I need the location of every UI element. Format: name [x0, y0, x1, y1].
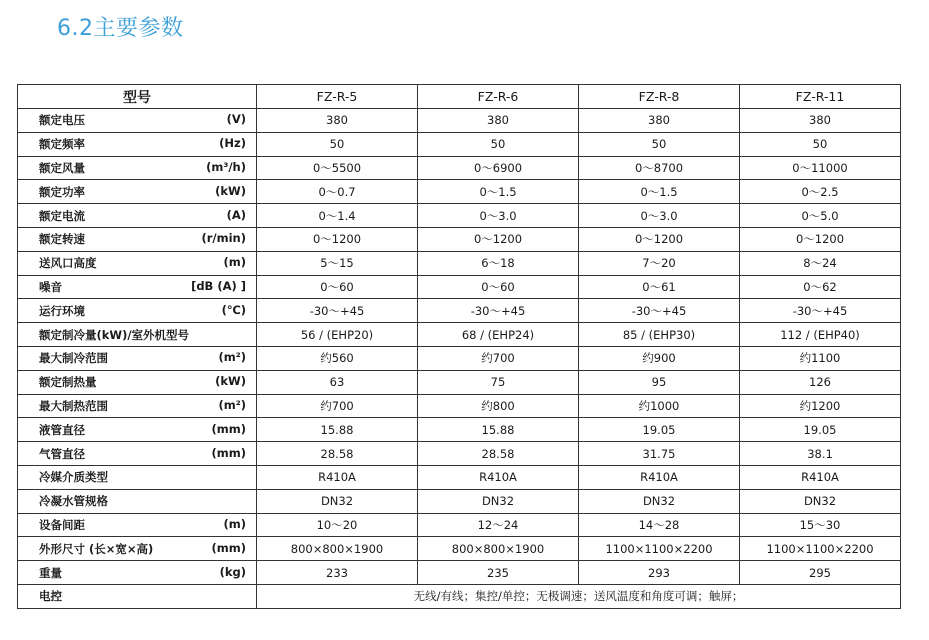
value-cell: 0～5.0: [740, 204, 901, 228]
value-cell: -30～+45: [257, 299, 418, 323]
section-title: 6.2主要参数: [57, 16, 184, 41]
value-cell: 380: [579, 109, 740, 133]
parameter-cell: [18, 418, 257, 442]
value-cell: 约800: [418, 394, 579, 418]
parameter-unit: (m²): [218, 397, 246, 412]
parameter-label: 冷媒介质类型: [39, 470, 108, 485]
value-cell: 800×800×1900: [418, 537, 579, 561]
parameter-cell: [18, 561, 257, 585]
value-cell: 7～20: [579, 251, 740, 275]
table-row: [18, 156, 901, 180]
table-row: [18, 204, 901, 228]
table-row: [18, 251, 901, 275]
parameter-label: 额定风量: [39, 160, 85, 175]
parameter-label: 重量: [39, 565, 62, 580]
control-label: 电控: [39, 589, 62, 604]
value-cell: 800×800×1900: [257, 537, 418, 561]
table-row: [18, 465, 901, 489]
parameter-cell: [18, 465, 257, 489]
value-cell: 0～2.5: [740, 180, 901, 204]
table-row: [18, 323, 901, 347]
value-cell: DN32: [740, 489, 901, 513]
table-row: [18, 537, 901, 561]
value-cell: 0～1200: [257, 227, 418, 251]
value-cell: 1100×1100×2200: [579, 537, 740, 561]
value-cell: 19.05: [579, 418, 740, 442]
parameter-cell: [18, 109, 257, 133]
value-cell: 0～1.5: [579, 180, 740, 204]
value-cell: 50: [740, 132, 901, 156]
value-cell: -30～+45: [418, 299, 579, 323]
parameter-unit: (V): [226, 112, 246, 127]
value-cell: 0～62: [740, 275, 901, 299]
value-cell: 约1100: [740, 346, 901, 370]
value-cell: 约1200: [740, 394, 901, 418]
parameter-cell: [18, 346, 257, 370]
table-row: [18, 227, 901, 251]
parameter-label: 送风口高度: [39, 256, 97, 271]
value-cell: 0～3.0: [418, 204, 579, 228]
value-cell: 126: [740, 370, 901, 394]
value-cell: 0～60: [418, 275, 579, 299]
spec-table: [17, 84, 901, 609]
table-row: [18, 394, 901, 418]
parameter-unit: [dB (A) ]: [191, 278, 246, 293]
table-row: [18, 418, 901, 442]
value-cell: R410A: [740, 465, 901, 489]
parameter-cell: [18, 251, 257, 275]
control-label-cell: [18, 584, 257, 608]
value-cell: 约1000: [579, 394, 740, 418]
table-row: [18, 561, 901, 585]
value-cell: R410A: [579, 465, 740, 489]
parameter-unit: (mm): [211, 421, 246, 436]
value-cell: 380: [418, 109, 579, 133]
parameter-label: 额定频率: [39, 137, 85, 152]
value-cell: 63: [257, 370, 418, 394]
value-cell: -30～+45: [740, 299, 901, 323]
value-cell: 95: [579, 370, 740, 394]
value-cell: 10～20: [257, 513, 418, 537]
value-cell: 0～1.5: [418, 180, 579, 204]
value-cell: 5～15: [257, 251, 418, 275]
parameter-unit: (kW): [215, 183, 246, 198]
value-cell: 0～6900: [418, 156, 579, 180]
value-cell: 235: [418, 561, 579, 585]
value-cell: 15.88: [418, 418, 579, 442]
value-cell: 14～28: [579, 513, 740, 537]
parameter-unit: (℃): [221, 302, 246, 317]
model-header: FZ-R-5: [257, 85, 418, 109]
parameter-unit: (Hz): [219, 136, 246, 151]
spec-body: [18, 109, 901, 585]
parameter-label: 最大制冷范围: [39, 351, 108, 366]
value-cell: -30～+45: [579, 299, 740, 323]
parameter-unit: (kW): [215, 374, 246, 389]
value-cell: 1100×1100×2200: [740, 537, 901, 561]
table-row: [18, 132, 901, 156]
value-cell: 0～5500: [257, 156, 418, 180]
parameter-cell: [18, 275, 257, 299]
parameter-label: 额定电流: [39, 208, 85, 223]
model-header: FZ-R-11: [740, 85, 901, 109]
table-row: [18, 346, 901, 370]
value-cell: 85 / (EHP30): [579, 323, 740, 347]
parameter-unit: (mm): [211, 540, 246, 555]
value-cell: 295: [740, 561, 901, 585]
parameter-label: 设备间距: [39, 517, 85, 532]
parameter-cell: [18, 227, 257, 251]
parameter-cell: [18, 204, 257, 228]
parameter-label: 气管直径: [39, 446, 85, 461]
parameter-cell: [18, 489, 257, 513]
table-row: [18, 109, 901, 133]
value-cell: 15～30: [740, 513, 901, 537]
value-cell: 0～60: [257, 275, 418, 299]
value-cell: 约560: [257, 346, 418, 370]
value-cell: 6～18: [418, 251, 579, 275]
parameter-label: 运行环境: [39, 303, 85, 318]
value-cell: 0～11000: [740, 156, 901, 180]
value-cell: 293: [579, 561, 740, 585]
header-label: 型号: [18, 85, 257, 109]
parameter-unit: (m): [223, 255, 246, 270]
value-cell: 15.88: [257, 418, 418, 442]
value-cell: 56 / (EHP20): [257, 323, 418, 347]
value-cell: 约900: [579, 346, 740, 370]
parameter-unit: (m): [223, 516, 246, 531]
value-cell: 50: [579, 132, 740, 156]
parameter-label: 额定转速: [39, 232, 85, 247]
value-cell: 0～1200: [418, 227, 579, 251]
table-row: [18, 180, 901, 204]
parameter-label: 液管直径: [39, 422, 85, 437]
parameter-cell: [18, 299, 257, 323]
parameter-label: 冷凝水管规格: [39, 494, 108, 509]
value-cell: 28.58: [257, 442, 418, 466]
parameter-unit: (kg): [219, 564, 246, 579]
value-cell: 0～3.0: [579, 204, 740, 228]
parameter-cell: [18, 132, 257, 156]
value-cell: 0～0.7: [257, 180, 418, 204]
table-row: [18, 370, 901, 394]
value-cell: 233: [257, 561, 418, 585]
value-cell: 0～1200: [579, 227, 740, 251]
parameter-unit: (A): [226, 207, 246, 222]
parameter-label: 噪音: [39, 279, 62, 294]
value-cell: 约700: [257, 394, 418, 418]
value-cell: 0～1200: [740, 227, 901, 251]
parameter-cell: [18, 370, 257, 394]
value-cell: 50: [257, 132, 418, 156]
parameter-cell: [18, 537, 257, 561]
table-row: [18, 489, 901, 513]
value-cell: 12～24: [418, 513, 579, 537]
value-cell: 380: [257, 109, 418, 133]
table-row: [18, 513, 901, 537]
value-cell: DN32: [418, 489, 579, 513]
value-cell: DN32: [257, 489, 418, 513]
parameter-unit: (m³/h): [206, 159, 246, 174]
control-row: [18, 584, 901, 608]
parameter-label: 额定电压: [39, 113, 85, 128]
model-header: FZ-R-6: [418, 85, 579, 109]
table-row: [18, 275, 901, 299]
value-cell: 380: [740, 109, 901, 133]
value-cell: R410A: [418, 465, 579, 489]
parameter-unit: (m²): [218, 350, 246, 365]
parameter-cell: [18, 156, 257, 180]
value-cell: 8～24: [740, 251, 901, 275]
value-cell: 38.1: [740, 442, 901, 466]
value-cell: 19.05: [740, 418, 901, 442]
parameter-unit: (mm): [211, 445, 246, 460]
parameter-cell: [18, 513, 257, 537]
value-cell: 28.58: [418, 442, 579, 466]
value-cell: 31.75: [579, 442, 740, 466]
parameter-unit: (r/min): [201, 231, 246, 246]
parameter-label: 外形尺寸 (长×宽×高): [39, 541, 154, 556]
value-cell: 0～61: [579, 275, 740, 299]
value-cell: 0～1.4: [257, 204, 418, 228]
parameter-cell: [18, 442, 257, 466]
value-cell: 约700: [418, 346, 579, 370]
table-row: [18, 299, 901, 323]
value-cell: 112 / (EHP40): [740, 323, 901, 347]
parameter-cell: [18, 394, 257, 418]
parameter-label: 额定制冷量(kW)/室外机型号: [39, 327, 190, 342]
header-row: [18, 85, 901, 109]
value-cell: DN32: [579, 489, 740, 513]
value-cell: R410A: [257, 465, 418, 489]
value-cell: 75: [418, 370, 579, 394]
value-cell: 0～8700: [579, 156, 740, 180]
control-value: 无线/有线；集控/单控；无极调速；送风温度和角度可调；触屏；: [257, 584, 901, 608]
value-cell: 50: [418, 132, 579, 156]
parameter-label: 额定制热量: [39, 375, 97, 390]
table-row: [18, 442, 901, 466]
value-cell: 68 / (EHP24): [418, 323, 579, 347]
parameter-cell: [18, 180, 257, 204]
parameter-cell: [18, 323, 257, 347]
parameter-label: 额定功率: [39, 184, 85, 199]
parameter-label: 最大制热范围: [39, 398, 108, 413]
model-header: FZ-R-8: [579, 85, 740, 109]
